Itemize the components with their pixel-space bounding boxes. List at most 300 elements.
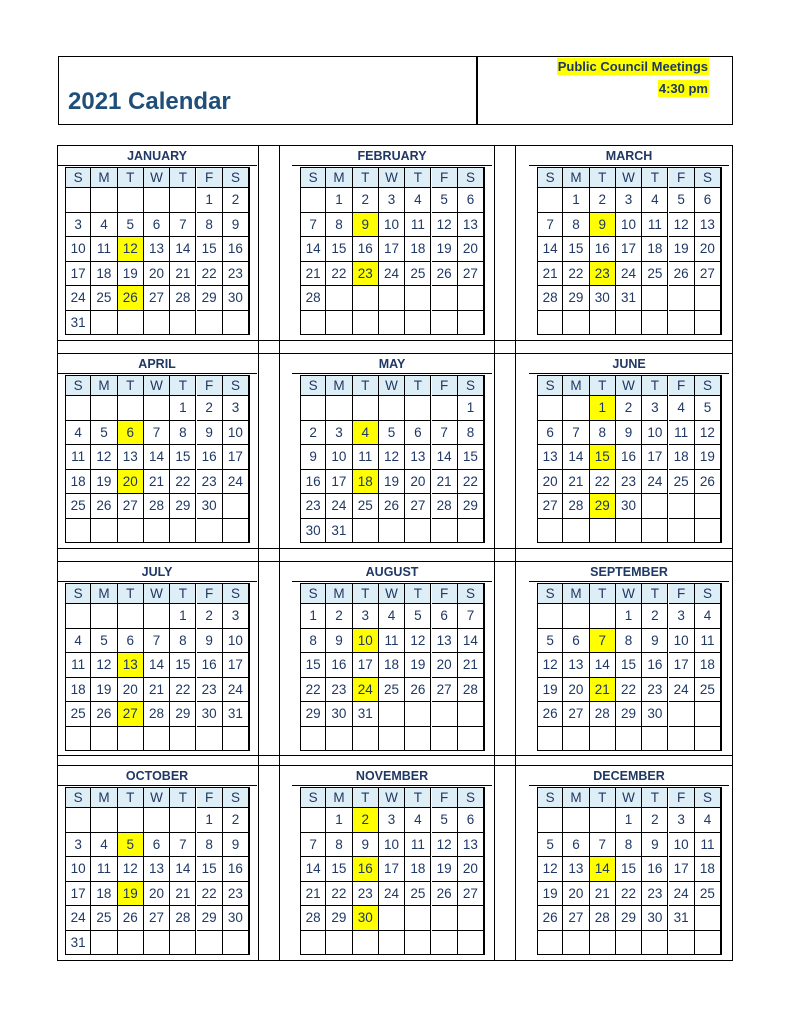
day-cell: 1 [300,604,326,629]
column-separator-line [515,145,516,961]
day-cell: 29 [197,286,223,311]
day-cell: 19 [669,237,695,262]
day-cell: 8 [616,833,642,858]
day-cell: 28 [458,678,484,703]
day-cell: 3 [223,396,249,421]
month-name-divider [57,165,257,166]
empty-day-cell [669,286,695,311]
day-cell: 12 [695,421,721,446]
day-cell: 15 [458,445,484,470]
weekday-header: W [616,376,642,396]
day-cell: 17 [616,237,642,262]
day-cell: 2 [223,808,249,833]
day-cell: 10 [326,445,352,470]
empty-day-cell [118,808,144,833]
day-cell: 3 [642,396,668,421]
month-name: DECEMBER [593,769,665,783]
day-cell: 14 [590,653,616,678]
day-cell: 26 [695,470,721,495]
day-cell: 4 [65,629,91,654]
day-cell: 3 [353,604,379,629]
empty-day-cell [326,727,352,752]
month-name-divider [57,373,257,374]
day-cell: 26 [405,678,431,703]
day-cell: 27 [537,494,563,519]
meeting-day-cell: 9 [353,213,379,238]
month-name: OCTOBER [125,769,189,783]
empty-day-cell [353,311,379,336]
day-cell: 4 [695,604,721,629]
empty-day-cell [118,311,144,336]
weekday-header: F [669,168,695,188]
empty-day-cell [458,931,484,956]
day-cell: 31 [65,311,91,336]
day-cell: 30 [197,702,223,727]
weekday-header: W [379,376,405,396]
day-cell: 19 [537,678,563,703]
day-cell: 2 [197,396,223,421]
day-cell: 17 [642,445,668,470]
weekday-header: S [223,584,249,604]
weekday-header: S [537,788,563,808]
empty-day-cell [590,311,616,336]
empty-day-cell [144,519,170,544]
day-cell: 23 [642,882,668,907]
weekday-header: S [65,376,91,396]
day-cell: 9 [223,833,249,858]
weekday-header: F [432,788,458,808]
day-cell: 1 [170,604,196,629]
day-cell: 15 [197,237,223,262]
weekday-header: M [91,376,117,396]
row-separator-line [57,340,733,341]
empty-day-cell [65,519,91,544]
weekday-header: S [300,788,326,808]
column-separator-line [279,145,280,961]
day-cell: 9 [223,213,249,238]
weekday-header: T [353,168,379,188]
day-cell: 15 [170,445,196,470]
day-cell: 11 [695,629,721,654]
day-cell: 28 [170,286,196,311]
day-cell: 29 [616,702,642,727]
empty-day-cell [223,931,249,956]
day-cell: 24 [669,882,695,907]
day-cell: 16 [326,653,352,678]
day-cell: 20 [458,237,484,262]
empty-day-cell [379,286,405,311]
meeting-day-cell: 12 [118,237,144,262]
weekday-header: M [563,168,589,188]
day-cell: 18 [669,445,695,470]
empty-day-cell [458,906,484,931]
empty-day-cell [353,286,379,311]
month-name: NOVEMBER [355,769,429,783]
month-name-divider [529,165,729,166]
day-cell: 17 [223,653,249,678]
day-cell: 24 [642,470,668,495]
empty-day-cell [405,311,431,336]
day-cell: 15 [170,653,196,678]
day-cell: 14 [170,857,196,882]
weekday-header: T [642,168,668,188]
day-cell: 12 [91,653,117,678]
empty-day-cell [326,286,352,311]
month-name: FEBRUARY [357,149,427,163]
month-name-divider [57,581,257,582]
day-cell: 21 [432,470,458,495]
empty-day-cell [144,188,170,213]
meeting-day-cell: 10 [353,629,379,654]
weekday-header: T [642,376,668,396]
day-cell: 27 [405,494,431,519]
day-cell: 25 [91,286,117,311]
empty-day-cell [379,727,405,752]
day-cell: 25 [65,494,91,519]
empty-day-cell [432,286,458,311]
day-cell: 28 [300,906,326,931]
weekday-header: T [118,168,144,188]
empty-day-cell [669,519,695,544]
day-cell: 13 [405,445,431,470]
weekday-header: T [170,788,196,808]
day-cell: 7 [432,421,458,446]
day-cell: 4 [91,213,117,238]
day-cell: 12 [537,857,563,882]
day-cell: 11 [65,653,91,678]
day-cell: 19 [405,653,431,678]
empty-day-cell [590,808,616,833]
day-cell: 17 [669,857,695,882]
day-cell: 13 [458,213,484,238]
month-name: AUGUST [365,565,419,579]
day-cell: 22 [616,882,642,907]
day-cell: 6 [458,808,484,833]
day-cell: 13 [118,445,144,470]
empty-day-cell [537,311,563,336]
day-cell: 13 [458,833,484,858]
day-cell: 24 [65,286,91,311]
empty-day-cell [537,188,563,213]
day-cell: 7 [300,213,326,238]
weekday-header: M [326,168,352,188]
day-cell: 16 [197,653,223,678]
day-cell: 25 [379,678,405,703]
empty-day-cell [405,519,431,544]
empty-day-cell [170,188,196,213]
month-name: APRIL [138,357,176,371]
meeting-day-cell: 9 [590,213,616,238]
empty-day-cell [326,396,352,421]
day-cell: 11 [695,833,721,858]
weekday-header: M [563,788,589,808]
day-cell: 12 [379,445,405,470]
day-cell: 5 [118,213,144,238]
day-cell: 10 [379,213,405,238]
empty-day-cell [65,396,91,421]
weekday-header: F [432,376,458,396]
row-separator-line [57,765,733,766]
day-cell: 17 [379,857,405,882]
day-cell: 4 [379,604,405,629]
day-cell: 2 [642,808,668,833]
day-cell: 4 [669,396,695,421]
weekday-header: S [65,168,91,188]
empty-day-cell [642,494,668,519]
day-cell: 10 [223,629,249,654]
month-name-divider [57,785,257,786]
column-separator-line [494,145,495,961]
day-cell: 18 [65,470,91,495]
day-cell: 19 [91,470,117,495]
day-cell: 16 [223,237,249,262]
meeting-day-cell: 18 [353,470,379,495]
day-cell: 22 [326,882,352,907]
empty-day-cell [405,286,431,311]
weekday-header: F [197,584,223,604]
day-cell: 31 [326,519,352,544]
weekday-header: S [458,788,484,808]
day-cell: 16 [590,237,616,262]
month-name-divider [292,581,492,582]
day-cell: 13 [563,857,589,882]
weekday-header: W [616,584,642,604]
day-cell: 2 [642,604,668,629]
weekday-header: T [353,788,379,808]
meeting-day-cell: 6 [118,421,144,446]
day-cell: 25 [642,262,668,287]
empty-day-cell [432,519,458,544]
day-cell: 9 [326,629,352,654]
day-cell: 1 [458,396,484,421]
day-cell: 27 [458,262,484,287]
empty-day-cell [379,311,405,336]
day-cell: 2 [590,188,616,213]
weekday-header: T [118,376,144,396]
empty-day-cell [432,396,458,421]
month-name: JULY [141,565,173,579]
day-cell: 24 [223,678,249,703]
empty-day-cell [223,311,249,336]
month-name-divider [529,581,729,582]
empty-day-cell [590,931,616,956]
day-cell: 27 [695,262,721,287]
day-cell: 9 [197,629,223,654]
empty-day-cell [616,311,642,336]
empty-day-cell [669,931,695,956]
empty-day-cell [432,727,458,752]
weekday-header: F [432,584,458,604]
meeting-day-cell: 15 [590,445,616,470]
day-cell: 7 [458,604,484,629]
day-cell: 24 [326,494,352,519]
day-cell: 20 [432,653,458,678]
day-cell: 16 [616,445,642,470]
empty-day-cell [300,188,326,213]
day-cell: 31 [223,702,249,727]
empty-day-cell [65,808,91,833]
day-cell: 3 [616,188,642,213]
day-cell: 3 [379,188,405,213]
day-cell: 20 [405,470,431,495]
day-cell: 9 [642,833,668,858]
day-cell: 8 [326,833,352,858]
empty-day-cell [118,604,144,629]
day-cell: 20 [563,882,589,907]
empty-day-cell [91,808,117,833]
weekday-header: S [65,788,91,808]
meeting-day-cell: 14 [590,857,616,882]
day-cell: 8 [197,833,223,858]
day-cell: 22 [563,262,589,287]
day-cell: 7 [144,421,170,446]
weekday-header: M [563,584,589,604]
weekday-header: M [326,584,352,604]
day-cell: 9 [353,833,379,858]
weekday-header: S [695,168,721,188]
weekday-header: T [405,788,431,808]
row-separator-line [57,755,733,756]
day-cell: 11 [405,213,431,238]
day-cell: 1 [616,604,642,629]
weekday-header: M [326,788,352,808]
empty-day-cell [695,494,721,519]
weekday-header: S [458,584,484,604]
empty-day-cell [353,931,379,956]
weekday-header: W [379,168,405,188]
weekday-header: F [669,788,695,808]
day-cell: 10 [669,833,695,858]
day-cell: 10 [65,237,91,262]
day-cell: 13 [432,629,458,654]
day-cell: 31 [353,702,379,727]
day-cell: 7 [537,213,563,238]
day-cell: 14 [300,237,326,262]
day-cell: 4 [642,188,668,213]
empty-day-cell [144,311,170,336]
weekday-header: F [432,168,458,188]
day-cell: 2 [616,396,642,421]
weekday-header: W [144,584,170,604]
empty-day-cell [563,808,589,833]
empty-day-cell [379,702,405,727]
day-cell: 12 [432,213,458,238]
weekday-header: T [590,788,616,808]
weekday-header: T [353,584,379,604]
weekday-header: S [223,168,249,188]
weekday-header: T [170,584,196,604]
day-cell: 20 [695,237,721,262]
meeting-day-cell: 26 [118,286,144,311]
day-cell: 29 [616,906,642,931]
day-cell: 3 [326,421,352,446]
empty-day-cell [170,931,196,956]
empty-day-cell [590,727,616,752]
empty-day-cell [405,906,431,931]
empty-day-cell [695,727,721,752]
header-divider [476,56,478,125]
empty-day-cell [353,727,379,752]
day-cell: 12 [537,653,563,678]
empty-day-cell [537,931,563,956]
column-separator-line [258,145,259,961]
empty-day-cell [695,702,721,727]
day-cell: 1 [326,808,352,833]
empty-day-cell [326,311,352,336]
day-cell: 27 [144,906,170,931]
empty-day-cell [563,311,589,336]
day-cell: 17 [669,653,695,678]
day-cell: 21 [144,678,170,703]
day-cell: 26 [118,906,144,931]
day-cell: 13 [537,445,563,470]
day-cell: 10 [223,421,249,446]
weekday-header: T [590,376,616,396]
empty-day-cell [379,519,405,544]
empty-day-cell [537,396,563,421]
day-cell: 12 [432,833,458,858]
day-cell: 31 [65,931,91,956]
day-cell: 8 [616,629,642,654]
day-cell: 25 [65,702,91,727]
empty-day-cell [118,396,144,421]
empty-day-cell [695,931,721,956]
page-title: 2021 Calendar [68,88,231,115]
day-cell: 26 [537,906,563,931]
weekday-header: T [405,168,431,188]
day-cell: 16 [642,857,668,882]
empty-day-cell [91,931,117,956]
day-cell: 30 [326,702,352,727]
day-cell: 19 [537,882,563,907]
day-cell: 17 [353,653,379,678]
day-cell: 16 [197,445,223,470]
empty-day-cell [379,931,405,956]
weekday-header: M [91,168,117,188]
day-cell: 23 [223,882,249,907]
month-name: MARCH [605,149,653,163]
day-cell: 22 [300,678,326,703]
empty-day-cell [432,702,458,727]
day-cell: 14 [537,237,563,262]
weekday-header: S [458,376,484,396]
day-cell: 21 [144,470,170,495]
day-cell: 24 [616,262,642,287]
day-cell: 28 [144,494,170,519]
day-cell: 11 [379,629,405,654]
day-cell: 16 [223,857,249,882]
day-cell: 21 [170,262,196,287]
empty-day-cell [353,519,379,544]
meeting-day-cell: 23 [590,262,616,287]
legend-meetings-label: Public Council Meetings [557,59,708,74]
day-cell: 29 [326,906,352,931]
day-cell: 10 [65,857,91,882]
empty-day-cell [458,286,484,311]
day-cell: 24 [379,882,405,907]
empty-day-cell [197,727,223,752]
meeting-day-cell: 13 [118,653,144,678]
empty-day-cell [118,188,144,213]
empty-day-cell [65,604,91,629]
weekday-header: T [353,376,379,396]
empty-day-cell [170,727,196,752]
day-cell: 1 [563,188,589,213]
day-cell: 5 [91,421,117,446]
weekday-header: S [695,376,721,396]
empty-day-cell [197,311,223,336]
empty-day-cell [300,808,326,833]
